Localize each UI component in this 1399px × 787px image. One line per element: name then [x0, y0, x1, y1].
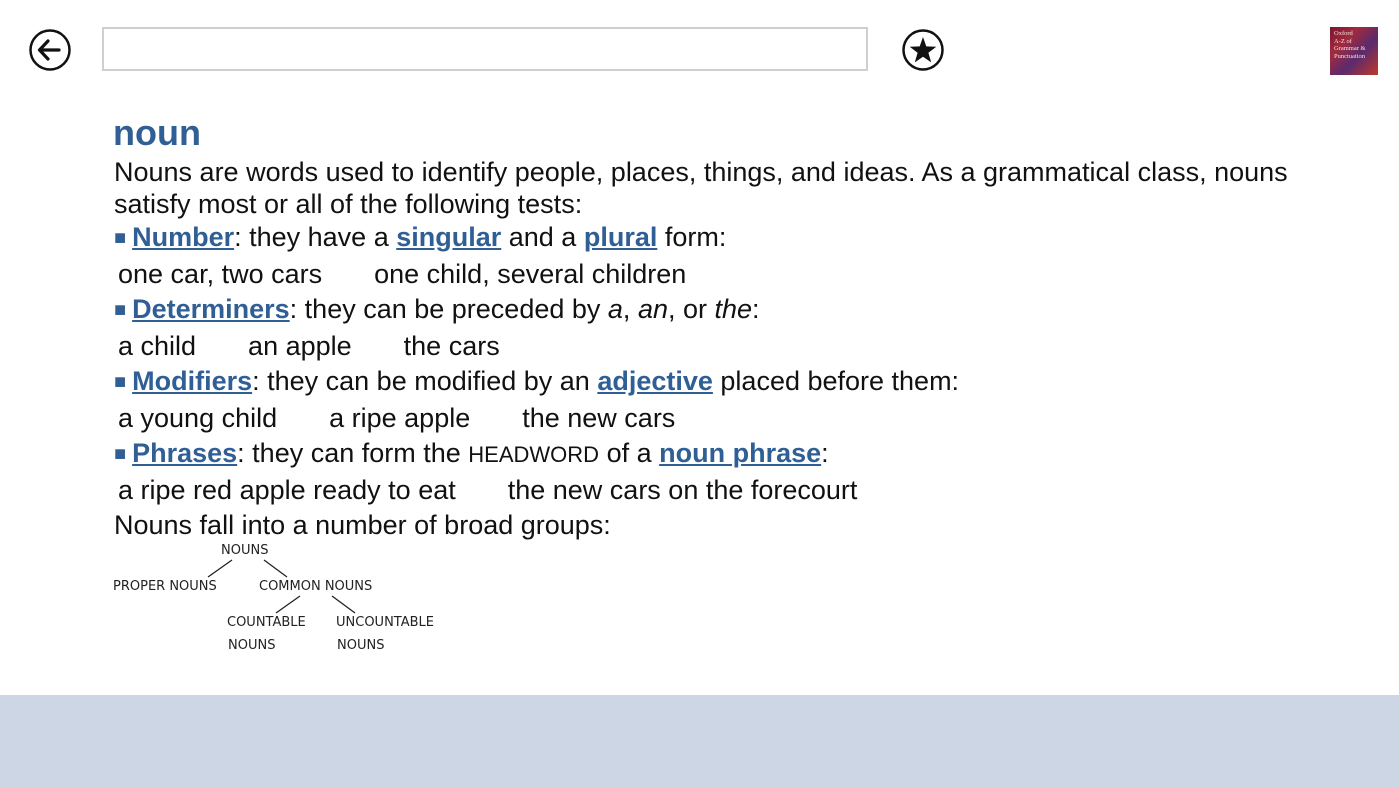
test-text: of a — [599, 438, 660, 468]
link-adjective[interactable]: adjective — [597, 366, 713, 396]
link-modifiers[interactable]: Modifiers — [132, 366, 253, 396]
example: a ripe red apple ready to eat — [118, 475, 456, 505]
example: the cars — [403, 331, 500, 361]
examples-modifiers — [118, 401, 1343, 436]
italic-word: the — [714, 294, 753, 324]
example: one car, two cars — [118, 259, 323, 289]
book-cover-text: Oxford A-Z of Grammar & Punctuation — [1334, 30, 1366, 60]
test-text: : — [821, 438, 829, 468]
bullet-icon: ■ — [114, 299, 127, 321]
back-button[interactable] — [29, 29, 71, 71]
diagram-node-uncountable-2: NOUNS — [337, 638, 385, 653]
test-text: form: — [657, 222, 727, 252]
bullet-icon: ■ — [114, 227, 127, 249]
diagram-node-proper: PROPER NOUNS — [113, 579, 217, 594]
link-determiners[interactable]: Determiners — [132, 294, 290, 324]
example: a child — [118, 331, 197, 361]
noun-groups-diagram — [113, 543, 473, 661]
test-text: , — [622, 294, 638, 324]
test-phrases — [114, 436, 1343, 473]
book-cover-thumbnail[interactable] — [1330, 27, 1378, 75]
test-text: : they can form the — [237, 438, 469, 468]
examples-phrases — [118, 473, 1343, 508]
diagram-node-uncountable: UNCOUNTABLE — [336, 615, 434, 630]
favorite-button[interactable] — [902, 29, 944, 71]
test-text: : they can be preceded by — [289, 294, 608, 324]
test-text: placed before them: — [712, 366, 960, 396]
test-determiners — [114, 292, 1343, 329]
link-plural[interactable]: plural — [583, 222, 658, 252]
examples-number — [118, 257, 1343, 292]
entry-headword: noun — [113, 112, 201, 153]
link-singular[interactable]: singular — [396, 222, 502, 252]
example: the new cars — [522, 403, 676, 433]
dictionary-entry — [113, 110, 1343, 661]
example: one child, several children — [374, 259, 687, 289]
link-number[interactable]: Number — [132, 222, 235, 252]
smallcaps-word: HEADWORD — [468, 442, 600, 467]
test-text: : — [752, 294, 760, 324]
arrow-left-circle-icon — [29, 29, 71, 71]
link-phrases[interactable]: Phrases — [132, 438, 238, 468]
test-text: and a — [501, 222, 584, 252]
search-input[interactable] — [104, 29, 866, 69]
diagram-connectors — [113, 543, 473, 661]
link-noun-phrase[interactable]: noun phrase — [659, 438, 822, 468]
test-text: : they can be modified by an — [252, 366, 598, 396]
bullet-icon: ■ — [114, 371, 127, 393]
test-text: : they have a — [234, 222, 397, 252]
diagram-node-countable: COUNTABLE — [227, 615, 306, 630]
app-bar — [0, 695, 1399, 787]
groups-intro: Nouns fall into a number of broad groups: — [114, 510, 611, 540]
test-text: , or — [667, 294, 715, 324]
search-box[interactable] — [102, 27, 868, 71]
test-number — [114, 220, 1343, 257]
example: the new cars on the forecourt — [507, 475, 858, 505]
entry-intro: Nouns are words used to identify people, places, things, and ideas. As a grammatical class, nouns satisfy most or all of the following tests: — [114, 157, 1288, 219]
example: a ripe apple — [329, 403, 471, 433]
test-modifiers — [114, 364, 1343, 401]
example: an apple — [248, 331, 352, 361]
bullet-icon: ■ — [114, 443, 127, 465]
examples-determiners — [118, 329, 1343, 364]
diagram-node-root: NOUNS — [221, 543, 269, 558]
italic-word: an — [637, 294, 668, 324]
diagram-node-common: COMMON NOUNS — [259, 579, 373, 594]
star-circle-icon — [902, 29, 944, 71]
diagram-node-countable-2: NOUNS — [228, 638, 276, 653]
italic-word: a — [607, 294, 623, 324]
example: a young child — [118, 403, 278, 433]
